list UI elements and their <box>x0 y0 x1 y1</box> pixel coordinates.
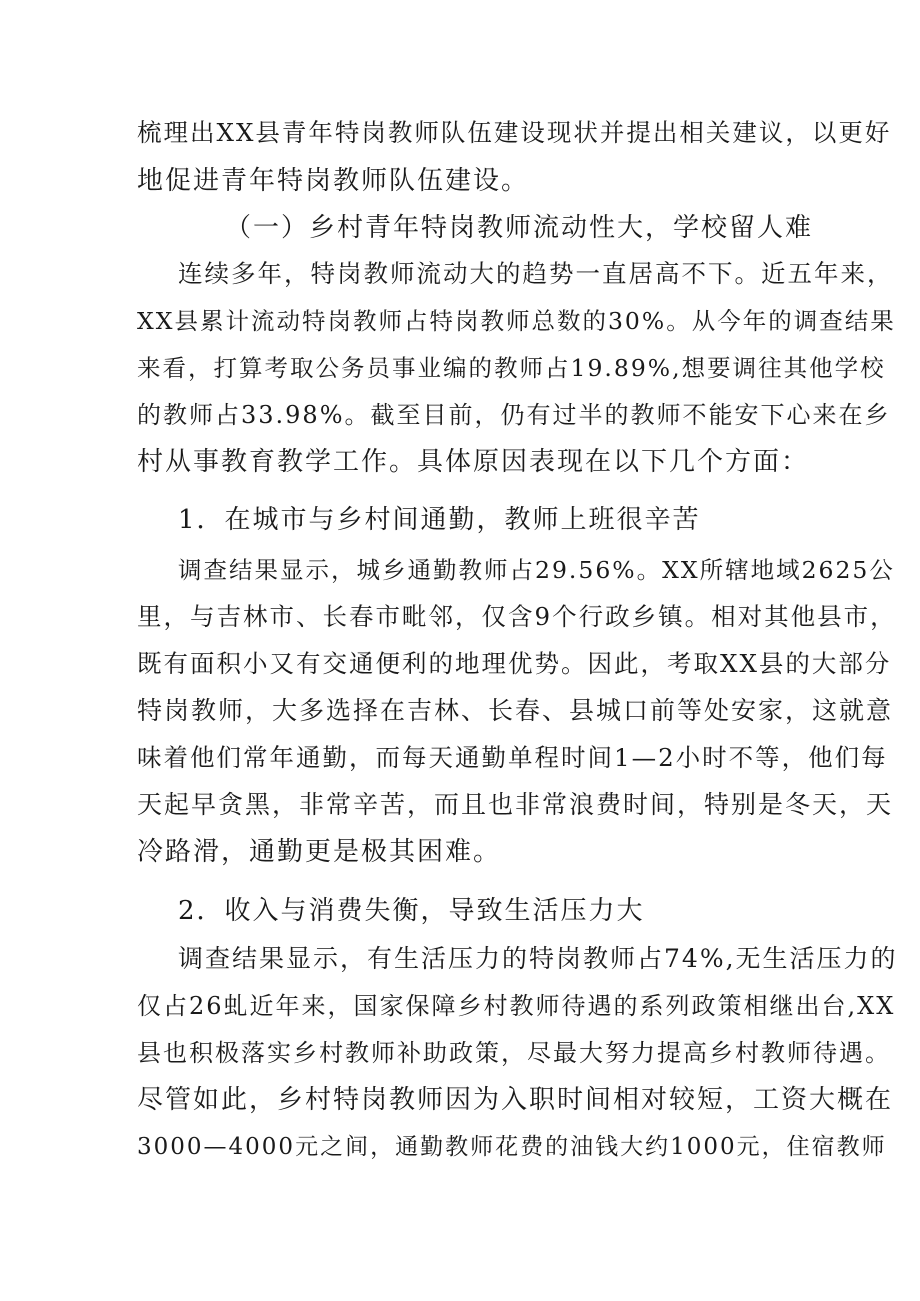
section-heading <box>0 204 920 252</box>
text-line <box>0 935 920 983</box>
text-line-content: 连续多年，特岗教师流动大的趋势一直居高不下。近五年来， <box>178 259 894 288</box>
text-line <box>0 297 920 345</box>
text-line-content: 味着他们常年通勤，而每天通勤单程时间1—2小时不等，他们每 <box>137 743 888 772</box>
text-line <box>0 640 920 688</box>
text-line-content: 梳理出XX县青年特岗教师队伍建设现状并提出相关建议，以更好 <box>137 118 892 147</box>
subsection-heading-text: 2．收入与消费失衡，导致生活压力大 <box>178 896 645 926</box>
text-line-content: 特岗教师，大多选择在吉林、长春、县城口前等处安家，这就意 <box>137 696 894 725</box>
subsection-heading <box>0 496 920 544</box>
text-line <box>0 734 920 782</box>
text-line-content: 调查结果显示，城乡通勤教师占29.56%。XX所辖地域2625公 <box>178 556 895 584</box>
text-line-content: 仅占26虬近年来，国家保障乡村教师待遇的系列政策相继出台,XX <box>137 992 896 1020</box>
text-line-content: 尽管如此，乡村特岗教师因为入职时间相对较短，工资大概在 <box>137 1085 894 1115</box>
text-line-content: XX县累计流动特岗教师占特岗教师总数的30%。从今年的调查结果 <box>137 307 896 335</box>
text-line-content: 天起早贪黑，非常辛苦，而且也非常浪费时间，特别是冬天，天 <box>137 790 894 819</box>
text-line-content: 来看，打算考取公务员事业编的教师占19.89%,想要调往其他学校 <box>137 354 886 382</box>
text-line <box>0 593 920 641</box>
text-line <box>0 391 920 439</box>
text-line-content: 县也积极落实乡村教师补助政策，尽最大努力提高乡村教师待遇。 <box>137 1039 891 1067</box>
text-line-content: 既有面积小又有交通便利的地理优势。因此，考取XX县的大部分 <box>137 649 892 678</box>
text-line <box>0 546 920 594</box>
text-line-content: 村从事教育教学工作。具体原因表现在以下几个方面： <box>137 447 810 477</box>
text-line-content: 3000—4000元之间，通勤教师花费的油钱大约1000元，住宿教师 <box>137 1134 887 1160</box>
text-line <box>0 344 920 392</box>
text-line <box>0 828 920 876</box>
text-line-content: 的教师占33.98%。截至目前，仍有过半的教师不能安下心来在乡 <box>137 401 891 429</box>
text-line-content: 冷路滑，通勤更是极其困难。 <box>137 837 502 867</box>
text-line <box>0 109 920 157</box>
text-line-content: 地促进青年特岗教师队伍建设。 <box>137 166 530 196</box>
text-line <box>0 438 920 486</box>
text-line <box>0 781 920 829</box>
text-line <box>0 982 920 1030</box>
section-heading-text: （一）乡村青年特岗教师流动性大，学校留人难 <box>225 213 814 243</box>
text-line-content: 里，与吉林市、长春市毗邻，仅含9个行政乡镇。相对其他县市， <box>137 602 897 631</box>
text-line <box>0 157 920 205</box>
subsection-heading-text: 1．在城市与乡村间通勤，教师上班很辛苦 <box>178 505 701 535</box>
text-line <box>0 1076 920 1124</box>
text-line <box>0 1123 920 1171</box>
subsection-heading <box>0 887 920 935</box>
text-line <box>0 1029 920 1077</box>
text-line-content: 调查结果显示，有生活压力的特岗教师占74%,无生活压力的 <box>178 944 898 973</box>
text-line <box>0 687 920 735</box>
text-line <box>0 250 920 298</box>
